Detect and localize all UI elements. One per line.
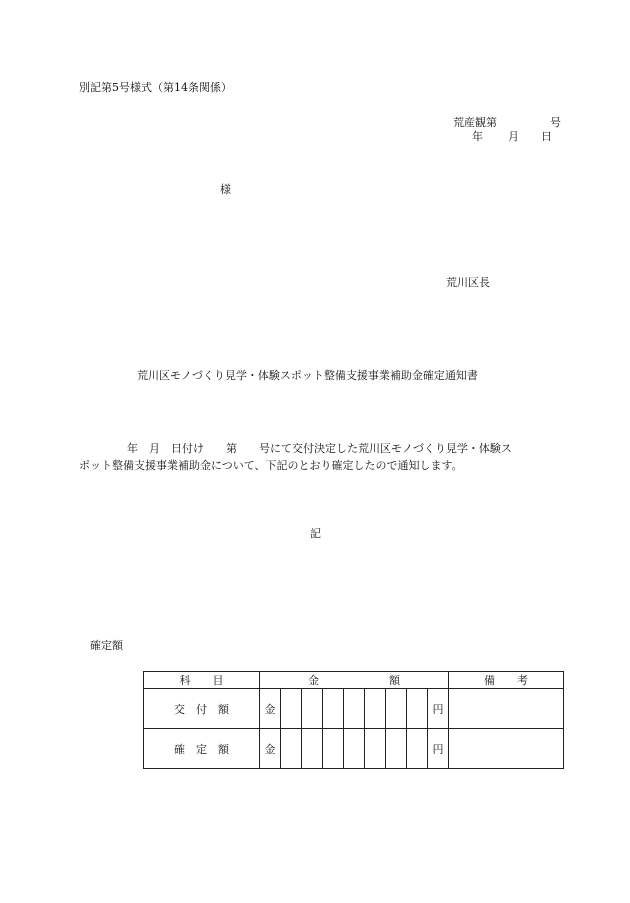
form-reference: 別記第5号様式（第14条関係） (79, 81, 232, 94)
ki-marker: 記 (310, 527, 321, 540)
digit-cell[interactable] (302, 729, 323, 769)
digit-cell[interactable] (386, 729, 407, 769)
header-remarks: 備 考 (449, 672, 564, 689)
currency-suffix: 円 (428, 689, 449, 729)
body-line-2: ポット整備支援事業補助金について、下記のとおり確定したので通知します。 (79, 459, 463, 472)
digit-cell[interactable] (302, 689, 323, 729)
amount-table (143, 671, 564, 769)
date-month: 月 (508, 130, 519, 143)
recipient-honorific: 様 (220, 183, 231, 196)
table-header-row (144, 672, 564, 689)
document-number-suffix: 号 (550, 116, 561, 129)
digit-cell[interactable] (344, 689, 365, 729)
digit-cell[interactable] (386, 689, 407, 729)
digit-cell[interactable] (365, 729, 386, 769)
body-line-1: 年 月 日付け 第 号にて交付決定した荒川区モノづくり見学・体験ス (127, 442, 512, 455)
date-day: 日 (541, 130, 552, 143)
document-number-prefix: 荒産観第 (453, 116, 497, 129)
currency-prefix: 金 (260, 729, 281, 769)
digit-cell[interactable] (344, 729, 365, 769)
table-row (144, 729, 564, 769)
currency-suffix: 円 (428, 729, 449, 769)
header-amount (260, 672, 449, 689)
document-title: 荒川区モノづくり見学・体験スポット整備支援事業補助金確定通知書 (137, 369, 478, 382)
header-amount-left: 金 (308, 674, 319, 687)
header-amount-right: 額 (389, 674, 400, 687)
currency-prefix: 金 (260, 689, 281, 729)
date-year: 年 (472, 130, 483, 143)
digit-cell[interactable] (407, 729, 428, 769)
row-item-grant: 交 付 額 (144, 689, 260, 729)
remarks-cell[interactable] (449, 689, 564, 729)
body-text (79, 440, 512, 474)
digit-cell[interactable] (281, 689, 302, 729)
remarks-cell[interactable] (449, 729, 564, 769)
issuer-name: 荒川区長 (446, 276, 490, 289)
digit-cell[interactable] (365, 689, 386, 729)
document-date (472, 130, 552, 144)
table-row (144, 689, 564, 729)
confirmed-amount-label: 確定額 (90, 639, 123, 652)
header-item: 科 目 (144, 672, 260, 689)
digit-cell[interactable] (323, 729, 344, 769)
digit-cell[interactable] (281, 729, 302, 769)
row-item-confirmed: 確 定 額 (144, 729, 260, 769)
document-number (453, 116, 561, 130)
digit-cell[interactable] (323, 689, 344, 729)
digit-cell[interactable] (407, 689, 428, 729)
